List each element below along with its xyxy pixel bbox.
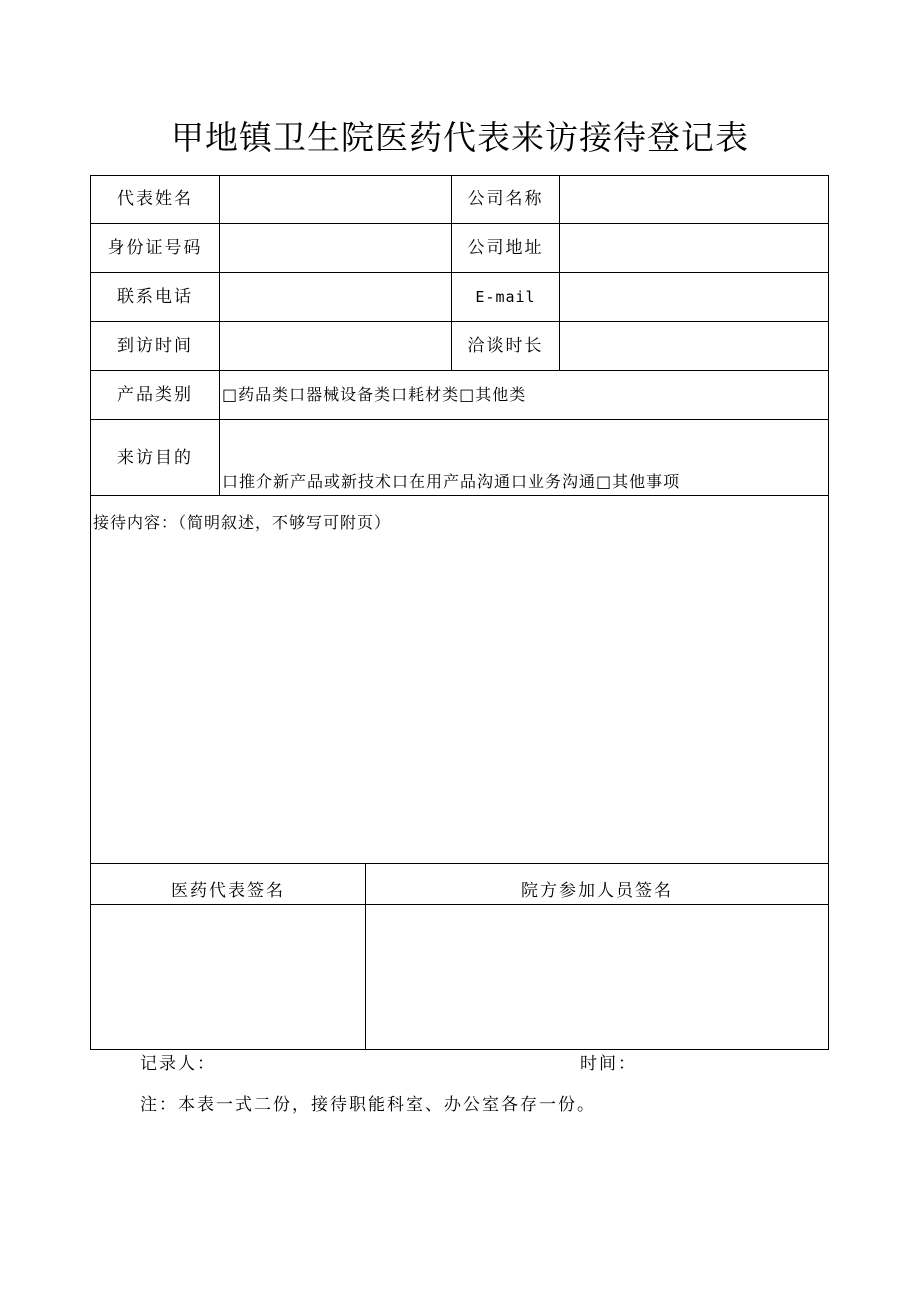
- visit-time-label: 到访时间: [117, 336, 193, 356]
- table-line: [90, 1049, 829, 1050]
- phone-field[interactable]: [220, 273, 451, 321]
- id-number-field[interactable]: [220, 224, 451, 272]
- table-line: [828, 175, 829, 1050]
- company-name-label: 公司名称: [467, 189, 544, 209]
- hospital-signature-area[interactable]: [366, 905, 828, 1049]
- phone-label: 联系电话: [117, 287, 193, 307]
- email-label: E-mail: [475, 288, 536, 306]
- id-number-label: 身份证号码: [107, 238, 203, 258]
- company-address-label: 公司地址: [467, 238, 544, 258]
- visit-purpose-label: 来访目的: [117, 448, 193, 468]
- product-category-label: 产品类别: [117, 385, 193, 405]
- recorder-label: 记录人：: [140, 1054, 216, 1074]
- duration-field[interactable]: [560, 322, 828, 370]
- rep-signature-area[interactable]: [91, 905, 365, 1049]
- table-line: [90, 863, 829, 864]
- product-category-options[interactable]: □药品类口器械设备类口耗材类□其他类: [222, 385, 527, 404]
- page-title: 甲地镇卫生院医药代表来访接待登记表: [171, 118, 749, 157]
- table-line: [90, 370, 829, 371]
- reception-content-area[interactable]: [91, 536, 828, 863]
- company-name-field[interactable]: [560, 176, 828, 223]
- reception-content-label: 接待内容：（简明叙述，不够写可附页）: [93, 513, 392, 532]
- time-label: 时间：: [580, 1054, 637, 1074]
- hospital-signature-label: 院方参加人员签名: [521, 881, 673, 901]
- rep-name-label: 代表姓名: [117, 189, 193, 209]
- footnote: 注：本表一式二份，接待职能科室、办公室各存一份。: [140, 1095, 596, 1115]
- company-address-field[interactable]: [560, 224, 828, 272]
- visit-purpose-options[interactable]: 口推介新产品或新技术口在用产品沟通口业务沟通□其他事项: [222, 472, 681, 491]
- email-field[interactable]: [560, 273, 828, 321]
- rep-name-field[interactable]: [220, 176, 451, 223]
- table-line: [90, 419, 829, 420]
- visit-time-field[interactable]: [220, 322, 451, 370]
- table-line: [90, 495, 829, 496]
- rep-signature-label: 医药代表签名: [171, 881, 285, 901]
- duration-label: 洽谈时长: [467, 336, 544, 356]
